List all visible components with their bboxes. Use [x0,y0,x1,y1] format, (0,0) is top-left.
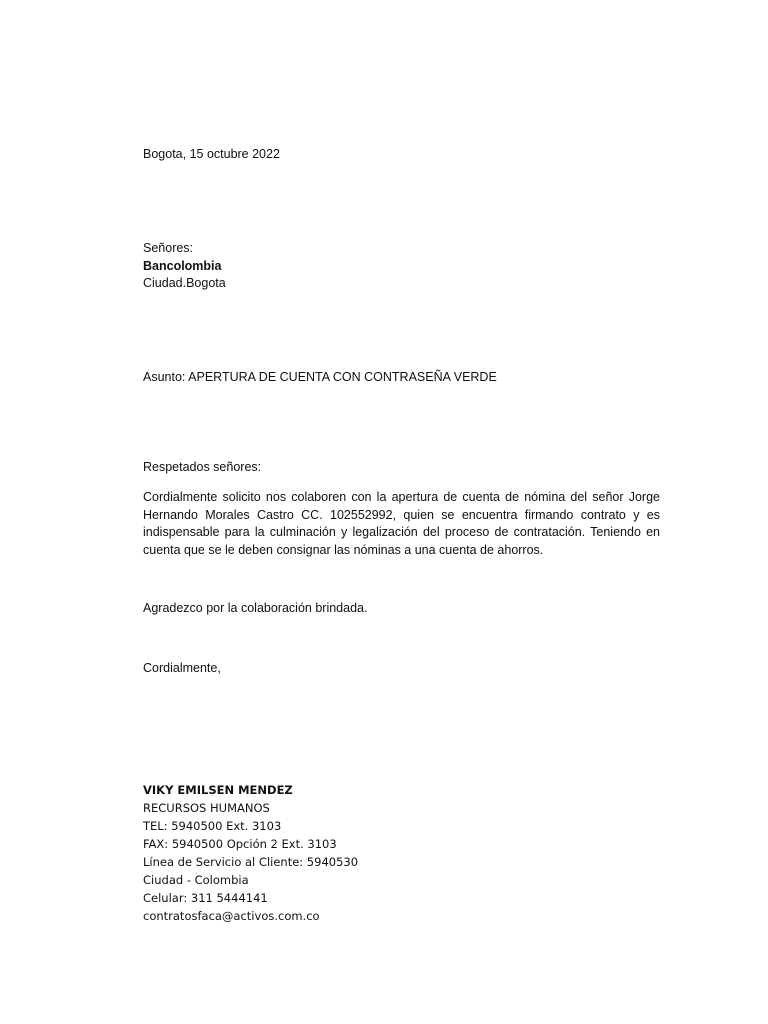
letter-date: Bogota, 15 octubre 2022 [143,147,280,161]
body-line: cuenta que se le deben consignar las nóminas a una cuenta de ahorros. [143,542,544,557]
body-line: Hernando Morales Castro CC. 102552992, quien se encuentra firmando contrato y es [143,507,660,522]
letter-greeting: Respetados señores: [143,460,262,474]
signature-service-line: Línea de Servicio al Cliente: 5940530 [143,855,359,869]
signature-fax: FAX: 5940500 Opción 2 Ext. 3103 [143,837,337,851]
recipient-salutation-header: Señores: [143,241,194,255]
signature-block [143,781,358,925]
recipient-company: Bancolombia [143,259,222,273]
body-line: Cordialmente solicito nos colaboren con la apertura de cuenta de nómina del señor Jorge [143,490,660,504]
letter-closing: Cordialmente, [143,661,221,675]
letter-subject: Asunto: APERTURA DE CUENTA CON CONTRASEÑA VERDE [143,370,497,384]
body-line: indispensable para la culminación y legalización del proceso de contratación. Teniendo en [143,525,660,539]
recipient-city: Ciudad.Bogota [143,276,226,290]
signature-tel: TEL: 5940500 Ext. 3103 [143,819,282,833]
letter-thanks: Agradezco por la colaboración brindada. [143,601,368,615]
letter-body-paragraph [143,489,660,559]
signature-location: Ciudad - Colombia [143,873,249,887]
signature-name: VIKY EMILSEN MENDEZ [143,783,293,797]
signature-email: contratosfaca@activos.com.co [143,909,320,923]
signature-mobile: Celular: 311 5444141 [143,891,268,905]
signature-department: RECURSOS HUMANOS [143,801,270,815]
